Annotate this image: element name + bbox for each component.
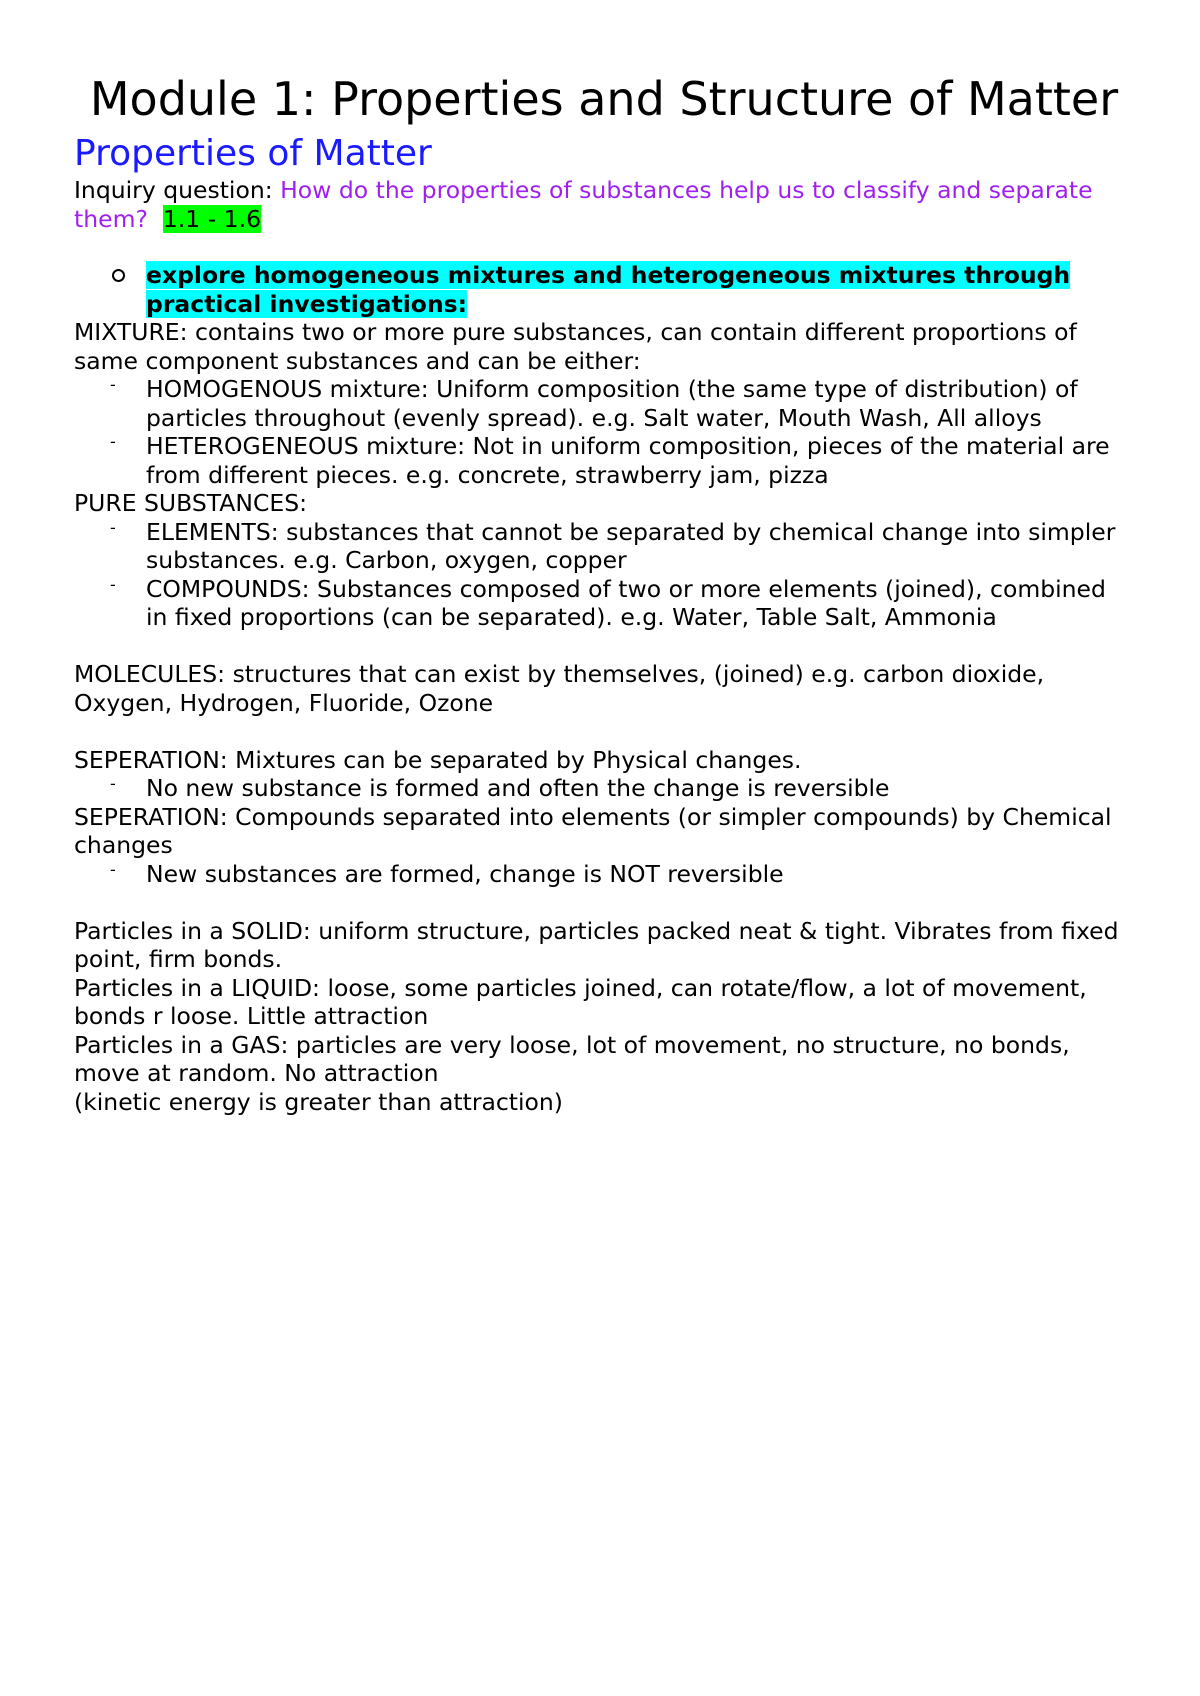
syllabus-bullet	[74, 261, 1134, 318]
list-item	[74, 518, 1134, 575]
section-heading: Properties of Matter	[74, 133, 432, 174]
inquiry-label: Inquiry question:	[74, 176, 281, 204]
dash-marker: -	[110, 517, 116, 537]
dash-marker: -	[110, 859, 116, 879]
dash-marker: -	[110, 774, 116, 793]
dash-marker: -	[110, 574, 116, 594]
dash-marker: -	[110, 432, 116, 451]
gas-paragraph: Particles in a GAS: particles are very loose, lot of movement, no structure, no bonds, move at random. No attraction	[74, 1030, 1070, 1087]
list-item-text: HOMOGENOUS mixture: Uniform composition (the same type of distribution) of particles throughout (evenly spread). e.g. Salt water, Mouth Wash, All alloys	[146, 375, 1078, 432]
molecules-paragraph: MOLECULES: structures that can exist by themselves, (joined) e.g. carbon dioxide, Oxygen, Hydrogen, Fluoride, Ozone	[74, 660, 1045, 717]
list-item	[74, 575, 1134, 632]
list-item	[74, 860, 1134, 889]
syllabus-ref: 1.1 - 1.6	[162, 204, 262, 233]
spacer	[74, 888, 1134, 917]
bullet-text	[146, 261, 1134, 318]
inquiry-text: How do the properties of substances help us to classify and separate them?	[74, 176, 1093, 233]
document-title: Module 1: Properties and Structure of Matter	[89, 72, 1119, 126]
spacer	[74, 632, 1134, 661]
pure-intro: PURE SUBSTANCES:	[74, 489, 308, 517]
list-item	[74, 774, 1134, 803]
document-content	[74, 72, 1134, 1116]
list-item	[74, 375, 1134, 432]
solid-paragraph: Particles in a SOLID: uniform structure, particles packed neat & tight. Vibrates from fixed point, firm bonds.	[74, 916, 1119, 973]
separation-physical: SEPERATION: Mixtures can be separated by Physical changes.	[74, 745, 802, 774]
list-item-text: COMPOUNDS: Substances composed of two or more elements (joined), combined in fixed proportions (can be separated). e.g. Water, Table Salt, Ammonia	[146, 574, 1106, 631]
list-item-text: No new substance is formed and often the change is reversible	[146, 774, 890, 802]
list-item-text: ELEMENTS: substances that cannot be separated by chemical change into simpler substances. e.g. Carbon, oxygen, copper	[146, 517, 1116, 574]
spacer	[74, 717, 1134, 746]
bullet-highlight: explore homogeneous mixtures and heterogeneous mixtures through practical investigations:	[146, 261, 1071, 318]
list-item-text: New substances are formed, change is NOT reversible	[146, 859, 784, 888]
inquiry-question	[74, 176, 1134, 233]
kinetic-note: (kinetic energy is greater than attraction)	[74, 1087, 563, 1116]
list-item-text: HETEROGENEOUS mixture: Not in uniform composition, pieces of the material are from different pieces. e.g. concrete, strawberry jam, pizza	[146, 432, 1110, 489]
dash-marker: -	[110, 375, 116, 394]
list-item	[74, 432, 1134, 489]
mixture-intro: MIXTURE: contains two or more pure substances, can contain different proportions of same component substances and can be either:	[74, 318, 1077, 375]
liquid-paragraph: Particles in a LIQUID: loose, some particles joined, can rotate/flow, a lot of movement, bonds r loose. Little attraction	[74, 973, 1087, 1030]
separation-chemical: SEPERATION: Compounds separated into elements (or simpler compounds) by Chemical changes	[74, 802, 1112, 859]
hollow-circle-bullet-icon	[112, 269, 125, 282]
